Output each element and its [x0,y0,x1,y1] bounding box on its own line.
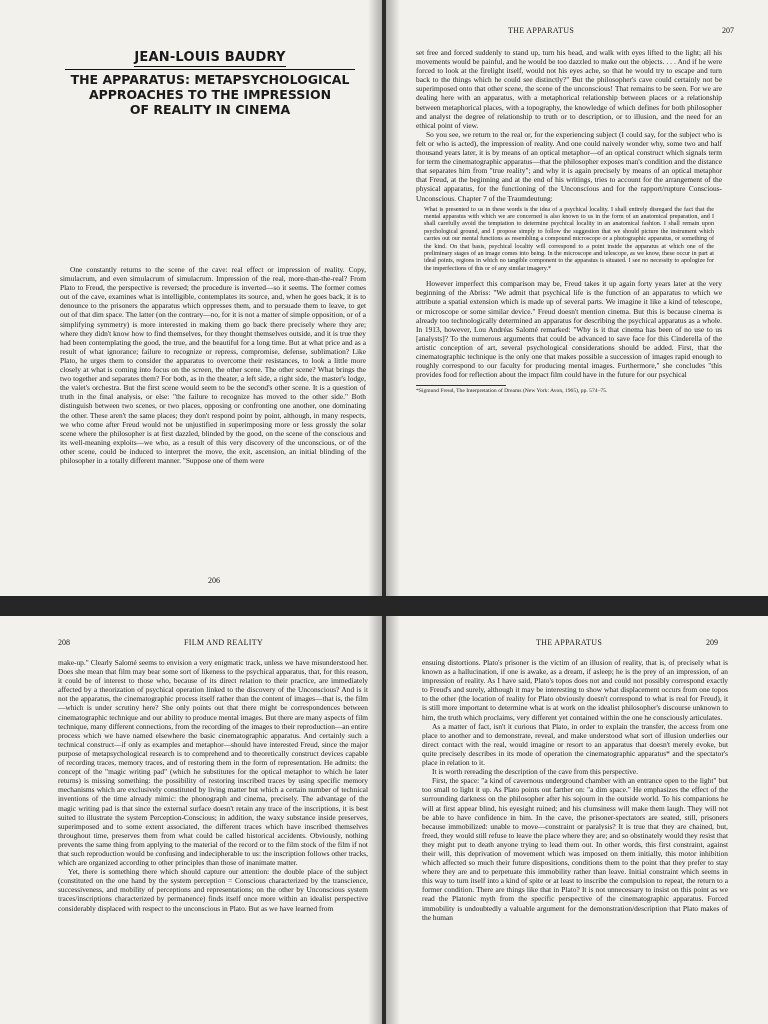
gutter-shadow [386,0,400,596]
body-text [58,658,368,913]
page-208 [0,616,382,1024]
paragraph: One constantly returns to the scene of the cave: real effect or impression of reality. Copy, simulacrum, and even simulacrum of simulacrum. Impression of the real, more-than-the-real? From Plato to Freud, the perspective is reversed; the procedure is inverted—so it seems. The former comes out of the cave, examines what is intelligible, contemplates its source, and, when he goes back, it is to denounce to the prisoners the apparatus which oppresses them, and to persuade them to leave, to get out of that dim space. The latter (on the contrary—no, for it is not a matter of simple opposition, or of a simplifying symmetry) is more interested in making them go back there precisely where they are; where they didn't know how to find themselves, for they thought themselves outside, and it is true they had been contemplating the good, the true, and the beautiful for a long time. But at what price and as a result of what ignorance; failure to recognize or repress, compromise, defense, sublimation? Like Plato, he urges them to consider the apparatus to overcome their resistances, to look a little more closely at what is coming into focus on the screen, the other scene. The other scene? What brings the two together and separates them? For both, as in the theater, a left side, a right side, the master's lodge, the valet's orchestra. But the first scene would seem to be the second's other scene. It is a question of truth in the final analysis, or else: "the failure to recognize has moved to the other side." Both distinguish between two scenes, or two places, opposing or confronting one another, one dominating the other. These aren't the same places; they don't respond point by point, although, in many respects, we who come after Freud would not be unjustified in superimposing more or less grossly the solar scene where the philosopher is at first dazzled, blinded by the good, on the scene of the conscious and its well-meaning exploits—we who, as a result of this very discovery of the unconscious, or of the other scene, could be induced to interpret the move, the exit, ascension, an initial blinding of the philosopher in a totally different manner. "Suppose one of them were [60,265,366,465]
paragraph: Yet, there is something there which should capture our attention: the double place of the subject (constituted on the one hand by the system perception = Conscious characterized by the transcience, successiveness, and mobility of perceptions and representations; on the other by Unconscious system traces/inscriptions characterized by permanence) finds itself once more within an idealist perspective considerably displaced with respect to the unconscious in Plato. But as we have learned from [58,867,368,913]
paragraph: So you see, we return to the real or, for the experiencing subject (I could say, for the subject who is felt or who is acted), the impression of reality. And one could naively wonder why, some two and half thousand years later, it is by means of an optical metaphor—of an optical construct which signals term for term the cinematographic apparatus—that the philosopher exposes man's condition and the distance that separates him from "true reality"; and why it is again precisely by means of an optical metaphor that Freud, at the beginning and at the end of his writings, tries to account for the arrangement of the physical apparatus, for the functioning of the Unconscious and for the rapport/rupture Conscious-Unconscious. Chapter 7 of the Traumdeutung: [416,129,722,203]
page-number: 209 [706,638,718,647]
chapter-title-line-1: THE APPARATUS: METAPSYCHOLOGICAL [70,72,350,88]
footnote-rule [416,385,506,386]
page-206 [0,0,382,596]
author-name: JEAN-LOUIS BAUDRY [134,50,286,65]
body-text [60,265,366,465]
paragraph: It is worth rereading the description of the cave from this perspective. [432,767,639,777]
chapter-title-line-2: APPROACHES TO THE IMPRESSION [88,87,332,103]
paragraph: However imperfect this comparison may be, Freud takes it up again forty years later at the very beginning of the Abriss: "We admit that psychical life is the function of an apparatus to which we attribute a spatial extension which is made up of several parts. We imagine it like a kind of telescope, or microscope or some similar device." Freud doesn't mention cinema. But this is because cinema is already too technologically determined an apparatus for describing the psychical apparatus as a whole. In 1913, however, Lou Andréas Salomé remarked: "Why is it that cinema has been of no use to us [analysts]? To the numerous arguments that could be advanced to save face for this Cinderella of the artistic conception of art, several psychological considerations should be added. First, that the cinematographic technique is the only one that makes possible a succession of images rapid enough to roughly correspond to our faculty for producing mental images. Furthermore," she concludes "this provides food for reflection about the impact film could have in the future for our psychical [416,279,722,380]
body-text [422,658,728,922]
paragraph: make-up." Clearly Salomé seems to envision a very enigmatic track, unless we have misunderstood her. Does she mean that film may bear some sort of likeness to the psychical apparatus, that, for this reason, it could be of interest to those who, because of its direct relation to their practice, are immediately affected by a theorization of psychical operation linked to the discovery of the Unconscious? And is it not the apparatus, the cinematographic process itself rather than the content of images—that is, the film—which is under scrutiny here? She only points out that there might be correspondences between cinematographic technique and our ability to produce mental images. But there are many aspects of film technique, many different connections, from the recording of the images to their reproduction—an entire process which we have named elsewhere the basic cinematographic apparatus. And certainly such a technical construct—if only as examples and metaphor—should have interested Freud, since the major purpose of metapsychological research is to comprehend and to theoretically construct devices capable of recording traces, memory traces, and of restoring them in the form of representation. He admits: the concept of the "magic writing pad" (which he substitutes for the optical metaphor to which he later returns) is missing something: the possibility of restoring inscribed traces by using specific memory mechanisms which are exclusively constituted by living matter but which a certain number of technical inventions of the time already mimic: the phonograph and cinema, precisely. The advantage of the magic writing pad is that since the external surface doesn't retain any trace of the inscriptions, it is best suited to illustrate the system Perception-Conscious; in addition, the waxy substance inside preserves, superimposed and to some extent associated, the different traces which have inscribed themselves throughout time, preserves them from what could be called historical accidents. Obviously, nothing prevents the same thing from applying to the material of the record or to the film stock of the film if not that such reproduction would be confusing and indecipherable to us: the inscription follows other tracks, which are organized according to other principles than those of inanimate matter. [58,658,368,868]
paragraph: set free and forced suddenly to stand up, turn his head, and walk with eyes lifted to the light; all his movements would be painful, and he would be too dazzled to make out the objects. . . . And if he were forced to look at the firelight itself, would not his eyes ache, so that he would try to escape and turn back to the things which he could see distinctly?" But the philosopher's cave could certainly not be superimposed onto that other scene, the scene of the unconscious! That remains to be seen. For we are dealing here with an apparatus, with a metaphorical relationship between places or a relationship between metaphorical places, with a topography, the knowledge of which defines for both philosopher and analyst the degree of relationship to truth or to description, or to illusion, and the need for an ethical point of view. [416,48,722,130]
page-number: 208 [58,638,70,647]
footnote: *Sigmund Freud, The Interpretation of Dreams (New York: Avon, 1965), pp. 574–75. [416,388,608,395]
running-head: THE APPARATUS [536,638,603,647]
running-head: FILM AND REALITY [184,638,264,647]
running-head: THE APPARATUS [508,26,575,35]
page-number: 206 [208,576,220,585]
block-quote: What is presented to us in these words is the idea of a psychical locality. I shall entirely disregard the fact that the mental apparatus with which we are concerned is also known to us in the form of an anatomical preparation, and I shall carefully avoid the temptation to determine psychical locality in an anatomical fashion. I shall remain upon psychological ground, and I propose simply to follow the suggestion that we should picture the instrument which carries out our mental functions as resembling a compound microscope or a photographic apparatus, or something of the kind. On that basis, psychical locality will correspond to a point inside the apparatus at which one of the preliminary stages of an image comes into being. In the microscope and telescope, as we know, these occur in part at ideal points, regions in which no tangible component to the apparatus is situated. I see no necessity to apologize for the imperfections of this or of any similar imagery.* [424,206,714,272]
page-number: 207 [722,26,734,35]
chapter-title-line-3: OF REALITY IN CINEMA [129,102,291,118]
page-209 [386,616,768,1024]
paragraph: First, the space: "a kind of cavernous underground chamber with an entrance open to the light" but too small to light it up. As Plato points out farther on: "a dim space." He emphasizes the effect of the surrounding darkness on the philosopher after his sojourn in the outside world. To his companions he will at first appear blind, his eyesight ruined; and his clumsiness will make them laugh. They will not be able to have confidence in him. In the cave, the prisoner-spectators are seated, still, prisoners because immobilized: unable to move—constraint or paralysis? It is true that they are chained, but, freed, they would still refuse to leave the place where they are; and so obstinately would they resist that they might put to death anyone trying to lead them out. In other words, this first constraint, against their will, this deprivation of movement which was imposed on them initially, this motor inhibition which affected so much their future dispositions, conditions them to the point that they prefer to stay where they are and to perpetuate this immobility rather than leave. Initial constraint which seems in this way to turn itself into a kind of spite or at least to inscribe the compulsion to repeat, the return to a former condition. There are things like that in Plato? It is not unnecessary to insist on this point as we read the Platonic myth from the specific perspective of the cinematographic apparatus. Forced immobility is undoubtedly a valuable argument for the demonstration/description that Plato makes of the human [422,776,728,922]
chapter-heading [60,46,360,117]
body-text [416,48,722,395]
gutter-shadow [368,616,382,1024]
page-207 [386,0,768,596]
gutter-shadow [386,616,400,1024]
paragraph: As a matter of fact, isn't it curious that Plato, in order to explain the transfer, the access from one place to another and to demonstrate, reveal, and make understood what sort of illusion underlies our direct contact with the real, would imagine or resort to an apparatus that doesn't merely evoke, but quite precisely describes in its mode of operation the cinematographic apparatus* and the spectator's place in relation to it. [422,721,728,768]
gutter-shadow [368,0,382,596]
heading-rule [65,69,355,70]
scan-divider [0,596,768,616]
paragraph: ensuing distortions. Plato's prisoner is the victim of an illusion of reality, that is, of precisely what is known as a hallucination, if one is awake, as a dream, if asleep; he is the prey of an impression, of an impression of reality. As I have said, Plato's topos does not and could not possibly correspond exactly to Freud's and surely, although it may be interesting to show what displacement occurs from one topos to the other (the location of reality for Plato obviously doesn't correspond to what is real for Freud), it is still more important to determine what is at work on the idealist philosopher's discourse unknown to him, the truth which proclaims, very different yet contained within the one he consciously articulates. [422,658,728,722]
